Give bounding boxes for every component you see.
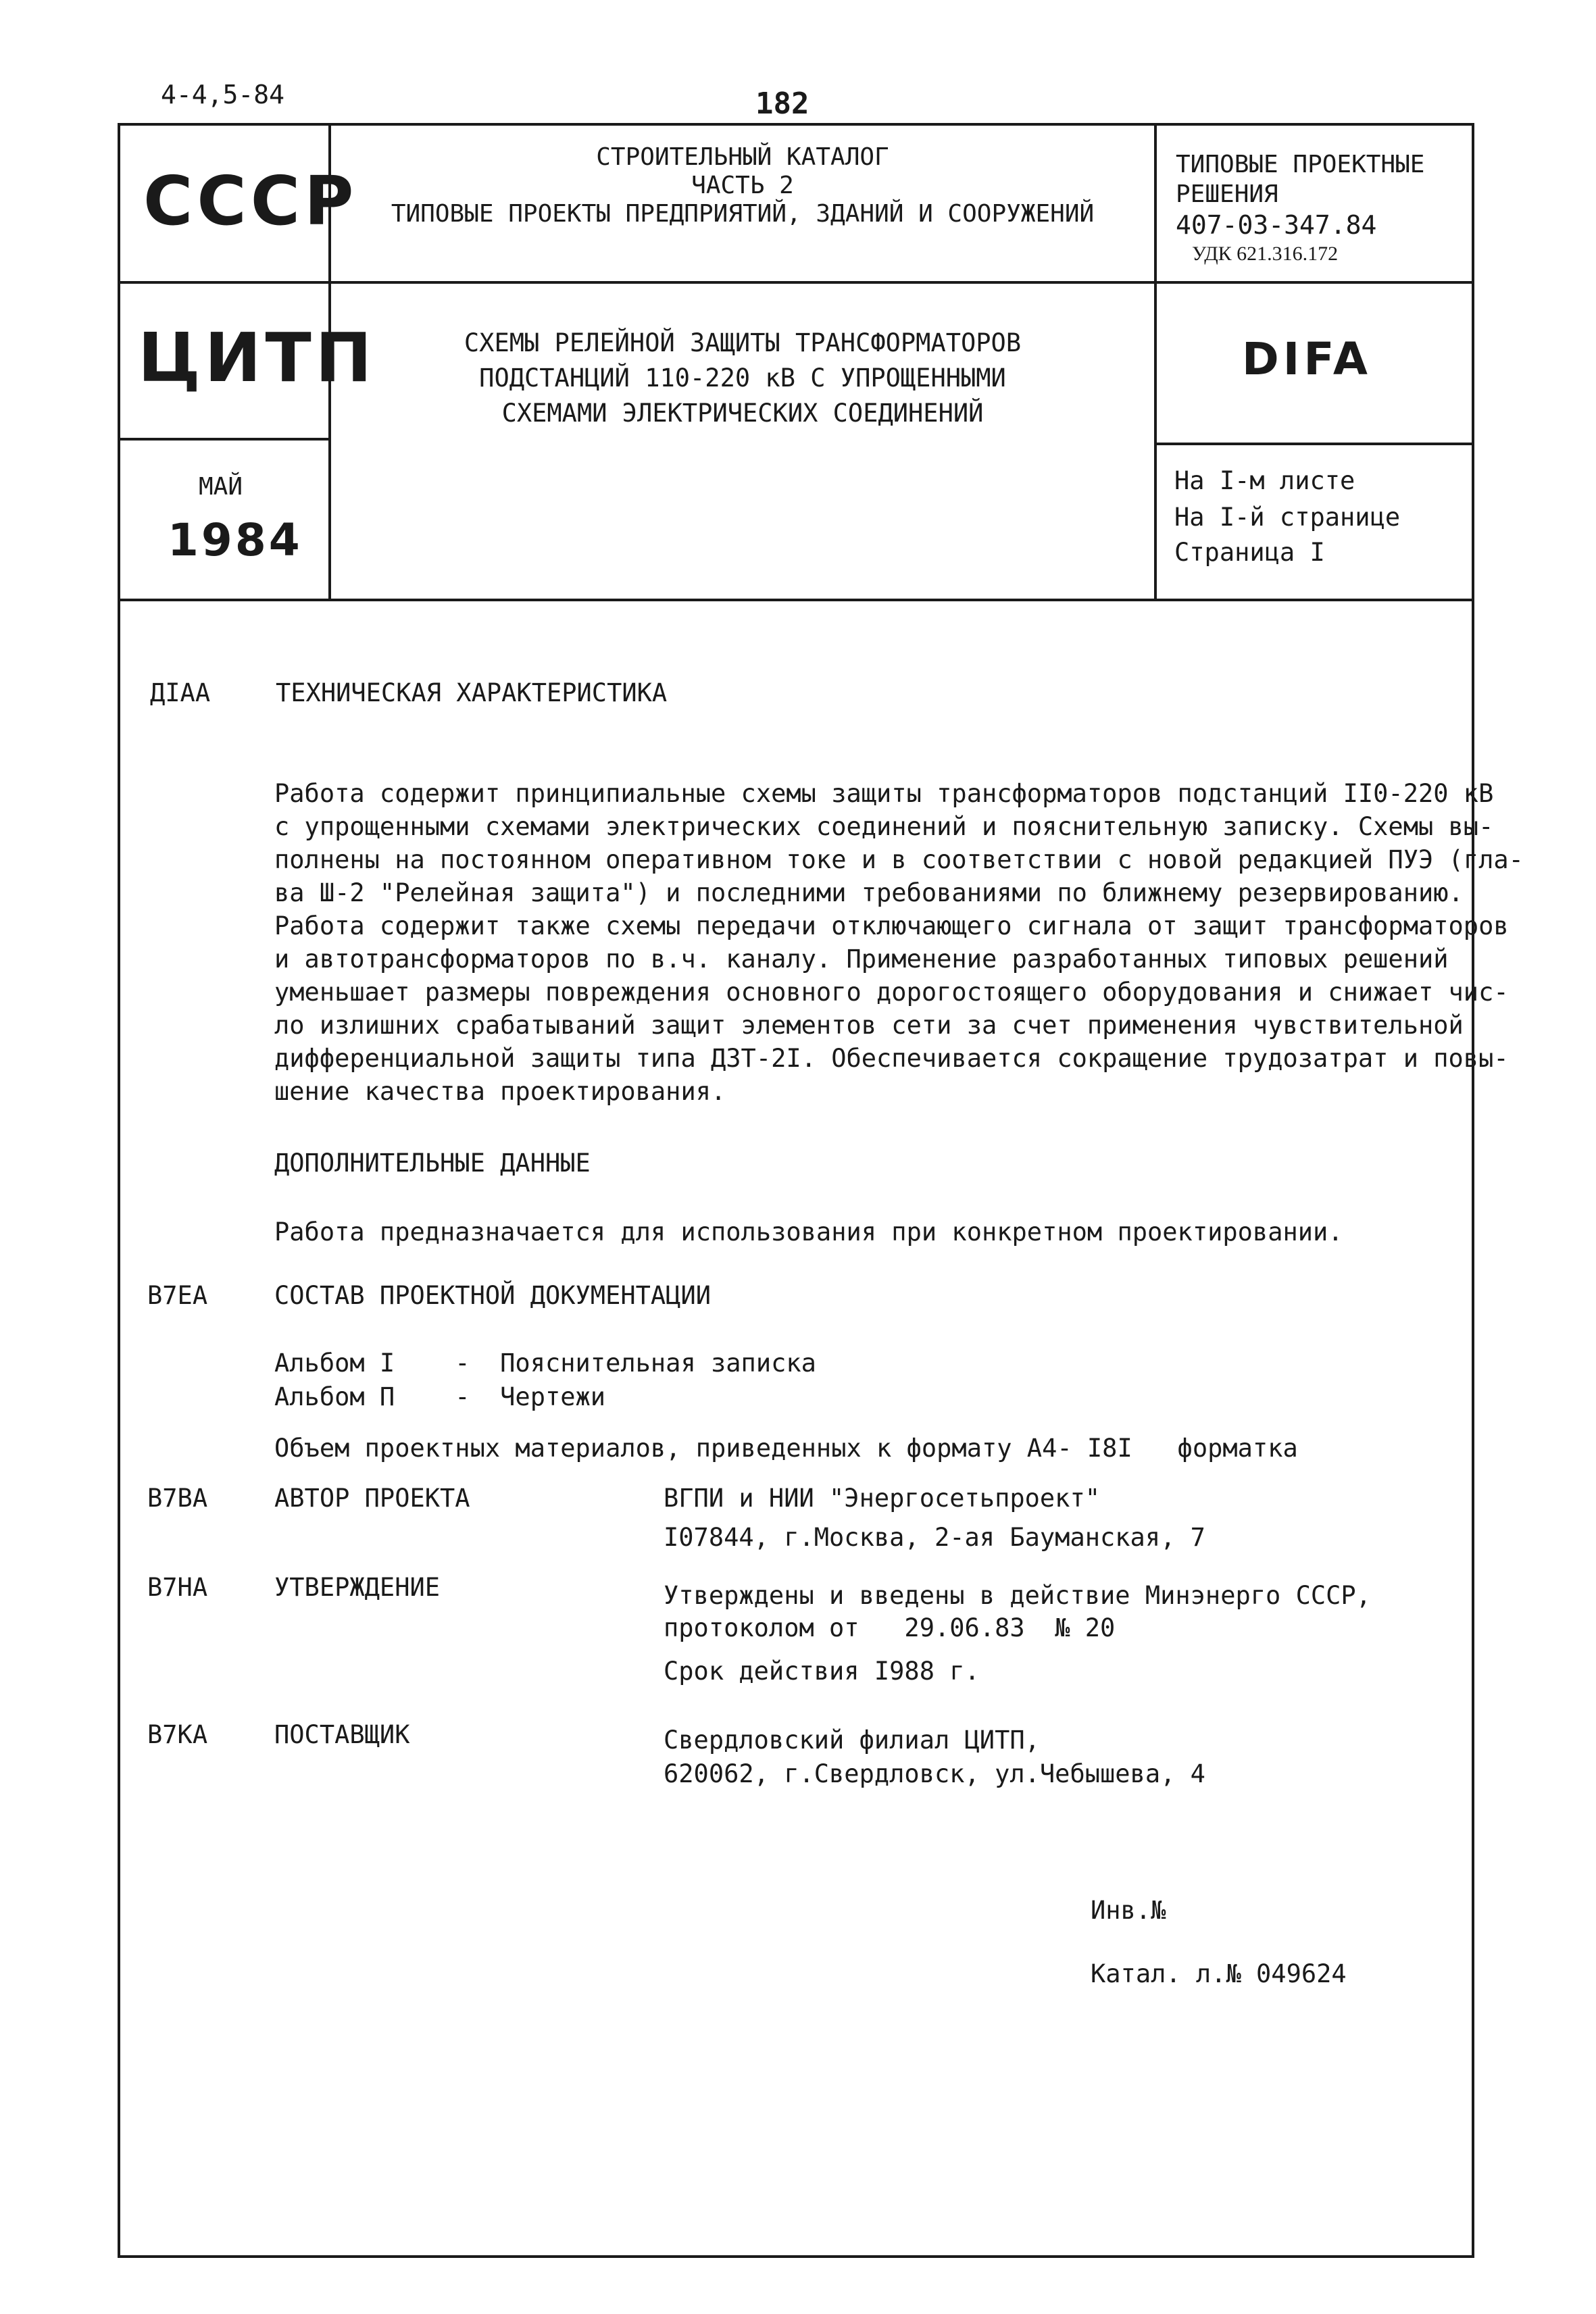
section-title-approval: УТВЕРЖДЕНИЕ xyxy=(274,1573,441,1602)
album-2: Альбом П - Чертежи xyxy=(274,1382,606,1411)
tech-line: дифференциальной защиты типа ДЗТ-2I. Обеспечивается сокращение трудозатрат и повы- xyxy=(274,1044,1509,1073)
tech-line: с упрощенными схемами электрических соединений и пояснительную записку. Схемы вы- xyxy=(274,812,1494,841)
sheet-line-2: На I-й странице xyxy=(1174,503,1401,532)
tech-line: Работа содержит также схемы передачи отключающего сигнала от защит трансформаторов xyxy=(274,911,1509,940)
supplier-line-2: 620062, г.Свердловск, ул.Чебышева, 4 xyxy=(664,1759,1205,1788)
section-code-supplier: В7КА xyxy=(147,1720,208,1749)
page-number: 182 xyxy=(755,86,809,121)
header-divider-h2-left xyxy=(118,438,330,441)
extra-text: Работа предназначается для использования при конкретном проектировании. xyxy=(274,1217,1343,1247)
section-title-tech: ТЕХНИЧЕСКАЯ ХАРАКТЕРИСТИКА xyxy=(276,678,668,707)
section-title-supplier: ПОСТАВЩИК xyxy=(274,1720,410,1749)
tech-description xyxy=(274,777,1524,1108)
tech-line: Работа содержит принципиальные схемы защиты трансформаторов подстанций II0-220 кВ xyxy=(274,779,1494,808)
sheet-line-1: На I-м листе xyxy=(1174,466,1355,495)
title-line-2: ПОДСТАНЦИЙ 110-220 кВ С УПРОЩЕННЫМИ xyxy=(479,363,1006,393)
tech-line: шение качества проектирования. xyxy=(274,1077,726,1106)
section-title-extra: ДОПОЛНИТЕЛЬНЫЕ ДАННЫЕ xyxy=(274,1149,591,1178)
catalog-line-2: ЧАСТЬ 2 xyxy=(691,172,794,199)
author-line-2: I07844, г.Москва, 2-ая Бауманская, 7 xyxy=(664,1523,1205,1552)
volume-line: Объем проектных материалов, приведенных к формату А4- I8I форматка xyxy=(274,1434,1298,1463)
author-line-1: ВГПИ и НИИ "Энергосетьпроект" xyxy=(664,1484,1101,1513)
document-code: 4-4,5-84 xyxy=(161,80,285,109)
tech-line: полнены на постоянном оперативном токе и в соответствии с новой редакцией ПУЭ (гла- xyxy=(274,845,1524,874)
typical-line-1: ТИПОВЫЕ ПРОЕКТНЫЕ xyxy=(1176,151,1425,178)
supplier-line-1: Свердловский филиал ЦИТП, xyxy=(664,1726,1040,1755)
title-line-3: СХЕМАМИ ЭЛЕКТРИЧЕСКИХ СОЕДИНЕНИЙ xyxy=(501,399,984,428)
tech-line: ва Ш-2 "Релейная защита") и последними требованиями по ближнему резервированию. xyxy=(274,878,1464,907)
section-code-composition: В7ЕА xyxy=(147,1281,208,1310)
document-title-block xyxy=(331,326,1154,431)
typical-line-2: РЕШЕНИЯ xyxy=(1176,180,1278,208)
header-divider-h3 xyxy=(118,599,1474,601)
inventory-number: Инв.№ xyxy=(1091,1896,1166,1925)
country-label: СССР xyxy=(143,161,358,241)
sheet-line-3: Страница I xyxy=(1174,538,1325,567)
typical-solutions-block xyxy=(1176,150,1424,268)
approval-line-1: Утверждены и введены в действие Минэнерго СССР, xyxy=(664,1581,1371,1610)
approval-line-2: протоколом от 29.06.83 № 20 xyxy=(664,1613,1116,1642)
approval-line-3: Срок действия I988 г. xyxy=(664,1657,980,1686)
catalog-code: DIFA xyxy=(1242,333,1372,385)
section-code-tech: ДІАА xyxy=(150,678,211,707)
catalog-line-3: ТИПОВЫЕ ПРОЕКТЫ ПРЕДПРИЯТИЙ, ЗДАНИЙ И СООРУЖЕНИЙ xyxy=(391,200,1095,228)
catalog-line-1: СТРОИТЕЛЬНЫЙ КАТАЛОГ xyxy=(596,143,889,171)
section-title-composition: СОСТАВ ПРОЕКТНОЙ ДОКУМЕНТАЦИИ xyxy=(274,1281,712,1310)
month-label: МАЙ xyxy=(199,473,243,501)
header-divider-h1 xyxy=(118,281,1474,284)
title-line-1: СХЕМЫ РЕЛЕЙНОЙ ЗАЩИТЫ ТРАНСФОРМАТОРОВ xyxy=(464,328,1022,357)
org-label: ЦИТП xyxy=(138,318,376,397)
catalog-sheet-number: Катал. л.№ 049624 xyxy=(1091,1959,1347,1988)
album-1: Альбом I - Пояснительная записка xyxy=(274,1349,816,1378)
section-title-author: АВТОР ПРОЕКТА xyxy=(274,1484,470,1513)
tech-line: уменьшает размеры повреждения основного дорогостоящего оборудования и снижает чис- xyxy=(274,978,1509,1007)
tech-line: и автотрансформаторов по в.ч. каналу. Применение разработанных типовых решений xyxy=(274,945,1449,974)
year-label: 1984 xyxy=(168,514,303,566)
doc-number: 407-03-347.84 xyxy=(1176,210,1377,240)
header-divider-h2-right xyxy=(1154,443,1474,445)
sheet-info-block xyxy=(1174,462,1400,570)
section-code-approval: В7НА xyxy=(147,1573,208,1602)
tech-line: ло излишних срабатываний защит элементов сети за счет применения чувствительной xyxy=(274,1011,1464,1040)
udk-code: УДК 621.316.172 xyxy=(1192,243,1339,265)
header-divider-v2 xyxy=(1154,123,1157,600)
section-code-author: В7ВА xyxy=(147,1484,208,1513)
catalog-title-block xyxy=(331,143,1154,228)
